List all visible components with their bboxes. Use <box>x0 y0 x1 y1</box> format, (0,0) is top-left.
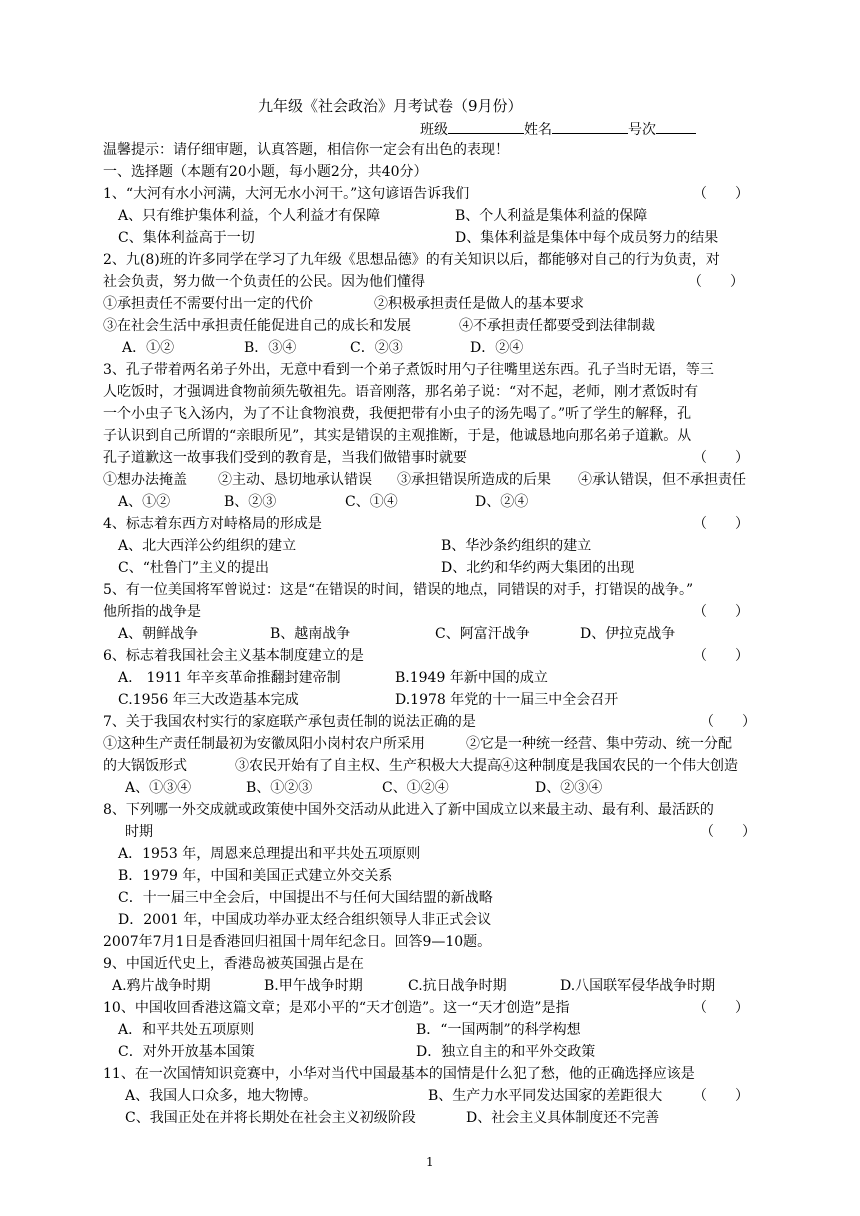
question-stem: 11、在一次国情知识竞赛中，小华对当代中国最基本的国情是什么犯了愁，他的正确选择应该是 <box>103 1066 695 1082</box>
option-d: D、伊拉克战争 <box>580 626 676 642</box>
option-a: A．1953 年，周恩来总理提出和平共处五项原则 <box>118 846 421 862</box>
option-d: D．②④ <box>470 340 524 356</box>
option-c: C、①④ <box>345 494 398 510</box>
option-d: D、社会主义具体制度还不完善 <box>466 1110 660 1126</box>
option-a: A、①③④ <box>125 780 192 796</box>
number-label: 号次 <box>628 122 656 138</box>
number-blank[interactable] <box>656 118 696 134</box>
name-blank[interactable] <box>552 118 628 134</box>
option-d: D.八国联军侵华战争时期 <box>560 978 716 994</box>
statement-2-cont: 的大锅饭形式 <box>103 758 187 774</box>
option-b: B、生产力水平同发达国家的差距很大 <box>428 1088 663 1104</box>
student-info-line <box>420 118 696 140</box>
statement-1: ①想办法掩盖 <box>103 472 187 488</box>
statement-4: ④不承担责任都要受到法律制裁 <box>459 318 655 334</box>
answer-bracket[interactable]: （ ） <box>693 648 749 664</box>
question-stem-cont: 他所指的战争是 <box>103 604 201 620</box>
name-label: 姓名 <box>524 122 552 138</box>
option-d: D.1978 年党的十一届三中全会召开 <box>395 692 619 708</box>
option-c: C、“杜鲁门”主义的提出 <box>118 560 270 576</box>
question-stem: 9、中国近代史上，香港岛被英国强占是在 <box>103 956 364 972</box>
answer-bracket[interactable]: （ ） <box>688 274 744 290</box>
question-stem: 10、中国收回香港这篇文章；是邓小平的“天才创造”。这一“天才创造”是指 <box>103 1000 570 1016</box>
option-c: C．十一届三中全会后，中国提出不与任何大国结盟的新战略 <box>118 890 493 906</box>
question-stem: 4、标志着东西方对峙格局的形成是 <box>103 516 322 532</box>
passage-intro: 2007年7月1日是香港回归祖国十周年纪念日。回答9—10题。 <box>103 934 492 950</box>
question-stem-cont: 孔子道歉这一故事我们受到的教育是，当我们做错事时就要 <box>103 450 467 466</box>
statement-4: ④这种制度是我国农民的一个伟大创造 <box>500 758 738 774</box>
statement-2: ②它是一种统一经营、集中劳动、统一分配 <box>466 736 732 752</box>
answer-bracket[interactable]: （ ） <box>693 450 749 466</box>
option-b: B、华沙条约组织的建立 <box>441 538 592 554</box>
option-a: A．①② <box>122 340 175 356</box>
option-b: B．“一国两制”的科学构想 <box>416 1022 581 1038</box>
question-stem: 7、关于我国农村实行的家庭联产承包责任制的说法正确的是 <box>103 714 476 730</box>
section-heading: 一、选择题（本题有20小题，每小题2分，共40分） <box>103 164 428 180</box>
option-b: B、②③ <box>224 494 277 510</box>
answer-bracket[interactable]: （ ） <box>693 186 749 202</box>
option-d: D、集体利益是集体中每个成员努力的结果 <box>455 230 719 246</box>
question-stem-cont: 一个小虫子飞入汤内，为了不让食物浪费，我便把带有小虫子的汤先喝了。”听了学生的解释，孔 <box>103 406 692 422</box>
statement-3: ③农民开始有了自主权、生产积极大大提高 <box>235 758 501 774</box>
question-stem: 5、有一位美国将军曾说过：这是“在错误的时间，错误的地点，同错误的对手，打错误的战争。” <box>103 582 694 598</box>
question-stem: 3、孔子带着两名弟子外出，无意中看到一个弟子煮饭时用勺子往嘴里送东西。孔子当时无语，等三 <box>103 362 714 378</box>
option-b: B.1949 年新中国的成立 <box>395 670 548 686</box>
option-c: C、①②④ <box>382 780 449 796</box>
option-b: B、越南战争 <box>270 626 351 642</box>
question-stem-cont: 社会负责，努力做一个负责任的公民。因为他们懂得 <box>103 274 425 290</box>
option-c: C．对外开放基本国策 <box>118 1044 255 1060</box>
option-a: A．和平共处五项原则 <box>118 1022 255 1038</box>
option-d: D、北约和华约两大集团的出现 <box>441 560 635 576</box>
option-c: C.抗日战争时期 <box>408 978 507 994</box>
statement-3: ③承担错误所造成的后果 <box>397 472 551 488</box>
statement-2: ②积极承担责任是做人的基本要求 <box>374 296 584 312</box>
answer-bracket[interactable]: （ ） <box>693 1000 749 1016</box>
option-a: A、我国人口众多，地大物博。 <box>125 1088 318 1104</box>
question-stem: 1、“大河有水小河满，大河无水小河干。”这句谚语告诉我们 <box>103 186 470 202</box>
statement-1: ①这种生产责任制最初为安徽凤阳小岗村农户所采用 <box>103 736 425 752</box>
option-a: A、只有维护集体利益，个人利益才有保障 <box>118 208 381 224</box>
option-c: C.1956 年三大改造基本完成 <box>118 692 299 708</box>
answer-bracket[interactable]: （ ） <box>693 516 749 532</box>
statement-4: ④承认错误，但不承担责任 <box>578 472 746 488</box>
answer-bracket[interactable]: （ ） <box>700 714 756 730</box>
option-b: B、个人利益是集体利益的保障 <box>455 208 648 224</box>
option-d: D．2001 年，中国成功举办亚太经合组织领导人非正式会议 <box>118 912 492 928</box>
answer-bracket[interactable]: （ ） <box>693 604 749 620</box>
option-c: C、阿富汗战争 <box>435 626 530 642</box>
option-a: A、①② <box>118 494 171 510</box>
statement-3: ③在社会生活中承担责任能促进自己的成长和发展 <box>103 318 411 334</box>
class-label: 班级 <box>420 122 448 138</box>
option-a: A. 1911 年辛亥革命推翻封建帝制 <box>118 670 341 686</box>
option-b: B．1979 年，中国和美国正式建立外交关系 <box>118 868 393 884</box>
option-a: A.鸦片战争时期 <box>112 978 211 994</box>
question-stem: 6、标志着我国社会主义基本制度建立的是 <box>103 648 364 664</box>
option-c: C．②③ <box>350 340 403 356</box>
question-stem: 2、九(8)班的许多同学在学习了九年级《思想品德》的有关知识以后，都能够对自己的行为负责，对 <box>103 252 720 268</box>
option-b: B.甲午战争时期 <box>264 978 363 994</box>
page-number: 1 <box>426 1155 434 1169</box>
option-b: B、①②③ <box>246 780 313 796</box>
option-d: D、②④ <box>475 494 529 510</box>
option-a: A、朝鲜战争 <box>118 626 199 642</box>
answer-bracket[interactable]: （ ） <box>700 824 756 840</box>
tip-text: 温馨提示：请仔细审题，认真答题，相信你一定会有出色的表现！ <box>103 142 509 158</box>
question-stem-cont: 时期 <box>125 824 153 840</box>
statement-2: ②主动、恳切地承认错误 <box>218 472 372 488</box>
exam-title: 九年级《社会政治》月考试卷（9月份） <box>258 97 523 115</box>
statement-1: ①承担责任不需要付出一定的代价 <box>103 296 313 312</box>
option-d: D、②③④ <box>535 780 603 796</box>
option-c: C、集体利益高于一切 <box>118 230 255 246</box>
question-stem-cont: 子认识到自己所谓的“亲眼所见”，其实是错误的主观推断，于是，他诚恳地向那名弟子道歉。从 <box>103 428 692 444</box>
option-a: A、北大西洋公约组织的建立 <box>118 538 297 554</box>
question-stem: 8、下列哪一外交成就或政策使中国外交活动从此进入了新中国成立以来最主动、最有利、最活跃的 <box>103 802 714 818</box>
option-c: C、我国正处在并将长期处在社会主义初级阶段 <box>125 1110 416 1126</box>
class-blank[interactable] <box>448 118 524 134</box>
question-stem-cont: 人吃饭时，才强调进食物前须先敬祖先。语音刚落，那名弟子说：“对不起，老师，刚才煮饭时有 <box>103 384 699 400</box>
answer-bracket[interactable]: （ ） <box>693 1088 749 1104</box>
option-d: D．独立自主的和平外交政策 <box>416 1044 596 1060</box>
option-b: B．③④ <box>244 340 297 356</box>
